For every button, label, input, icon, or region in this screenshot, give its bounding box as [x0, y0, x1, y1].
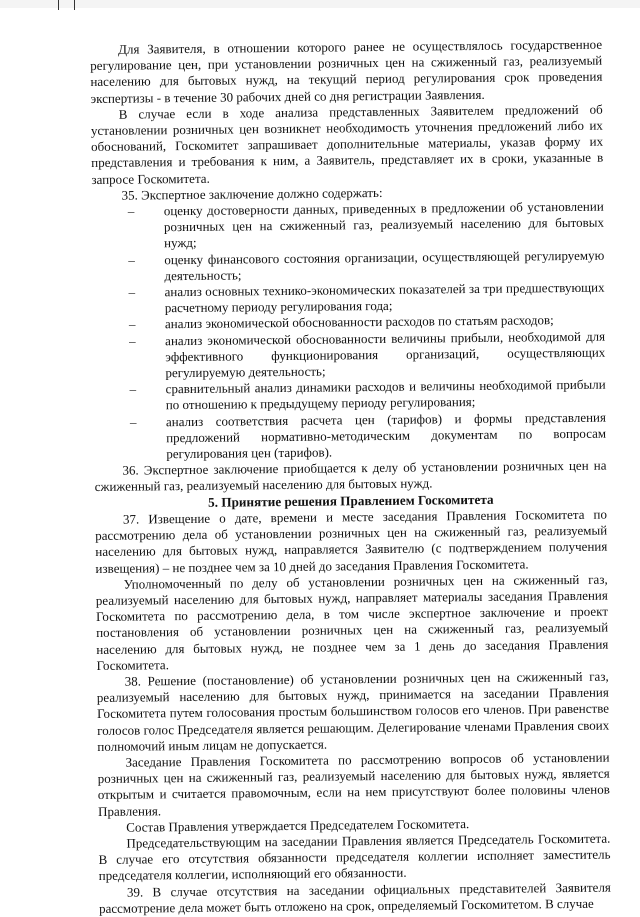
document-page [90, 37, 611, 917]
item-39: 39. В случае отсутствия на заседании официальных представителей Заявителя рассмотрение дела может быть отложено на срок, определяемый Госкомитетом. В случае [98, 879, 611, 916]
list-item: – сравнительный анализ динамики расходов и величины необходимой прибыли по отношению к предыдущему периоду регулирования; [122, 377, 606, 414]
paragraph-materials: Уполномоченный по делу об установлении розничных цен на сжиженный газ, реализуемый населению для бытовых нужд, направляет материалы заседания Правления Госкомитета по рассмотрению дела, в том числе экспертное заключение и проект постановления об установлении розничных цен на сжиженный газ, реализуемый населению для бытовых нужд, не позднее чем за 1 день до заседания Правления Госкомитета. [95, 571, 609, 673]
item-38: 38. Решение (постановление) об установлении розничных цен на сжиженный газ, реализуемый населению для бытовых нужд, принимается на заседании Правления Госкомитета путем голосования простым большинством голосов его членов. При равенстве голосов голос Председателя является решающим. Делегирование членами Правления своих полномочий иным лицам не допускается. [96, 668, 610, 754]
list-item: – анализ экономической обоснованности величины прибыли, необходимой для эффективного функционирования организаций, осуществляющих регулируемую деятельность; [121, 328, 605, 382]
paragraph-expertise-term: Для Заявителя, в отношении которого ранее не осуществлялось государственное регулирование цен, при установлении розничных цен на сжиженный газ, реализуемый населению для бытовых нужд, на текущий период регулирования срок проведения экспертизы - в течение 30 рабочих дней со дня регистрации Заявления. [90, 36, 603, 106]
scan-edge [0, 0, 640, 8]
paragraph-board-composition: Состав Правления утверждается Председателем Госкомитета. [126, 815, 470, 835]
list-item: – оценку финансового состояния организации, осуществляющей регулируемую деятельность; [120, 247, 604, 284]
list-item: – оценку достоверности данных, приведенных в предложении об установлении розничных цен на сжиженный газ, реализуемый населению для бытовых нужд; [120, 199, 604, 253]
paragraph-open-meeting: Заседание Правления Госкомитета по рассмотрению вопросов об установлении розничных цен на сжиженный газ, реализуемый населению для бытовых нужд, является открытым и считается правомочным, если на нем присутствуют более половины членов Правления. [97, 749, 610, 819]
paragraph-chairman: Председательствующим на заседании Правления является Председатель Госкомитета. В случае его отсутствия обязанности председателя коллегии исполняет заместитель председателя коллегии, исполняющий его обязанности. [98, 830, 611, 884]
list-item: – анализ основных технико-экономических показателей за три предшествующих расчетному периоду регулирования года; [121, 280, 605, 317]
item-35-intro: 35. Экспертное заключение должно содержать: [121, 184, 383, 203]
list-item: – анализ соответствия расчета цен (тарифов) и формы представления предложений нормативно-методическим документам по вопросам регулирования цен (тарифов). [122, 409, 606, 463]
scan-mark [74, 0, 75, 10]
item-35-list [92, 199, 607, 464]
item-37: 37. Извещение о дате, времени и месте заседания Правления Госкомитета по рассмотрению дела об установлении розничных цен на сжиженный газ, реализуемый населению для бытовых нужд, направляется Заявителю (с подтверждением получения извещения) – не позднее чем за 10 дней до заседания Правления Госкомитета. [95, 506, 608, 576]
list-item: – анализ экономической обоснованности расходов по статьям расходов; [121, 312, 605, 333]
paragraph-clarification: В случае если в ходе анализа представленных Заявителем предложений об установлении розничных цен возникнет необходимость уточнения предложений либо их обоснований, Госкомитет запрашивает дополнительные материалы, указав форму их представления и требования к ним, а Заявитель, представляет их в сроки, указанные в запросе Госкомитета. [90, 101, 604, 187]
section-5-heading: 5. Принятие решения Правлением Госкомитета [208, 491, 494, 510]
scan-mark [58, 0, 59, 10]
item-36: 36. Экспертное заключение приобщается к делу об установлении розничных цен на сжиженный газ, реализуемый населению для бытовых нужд. [94, 457, 607, 495]
